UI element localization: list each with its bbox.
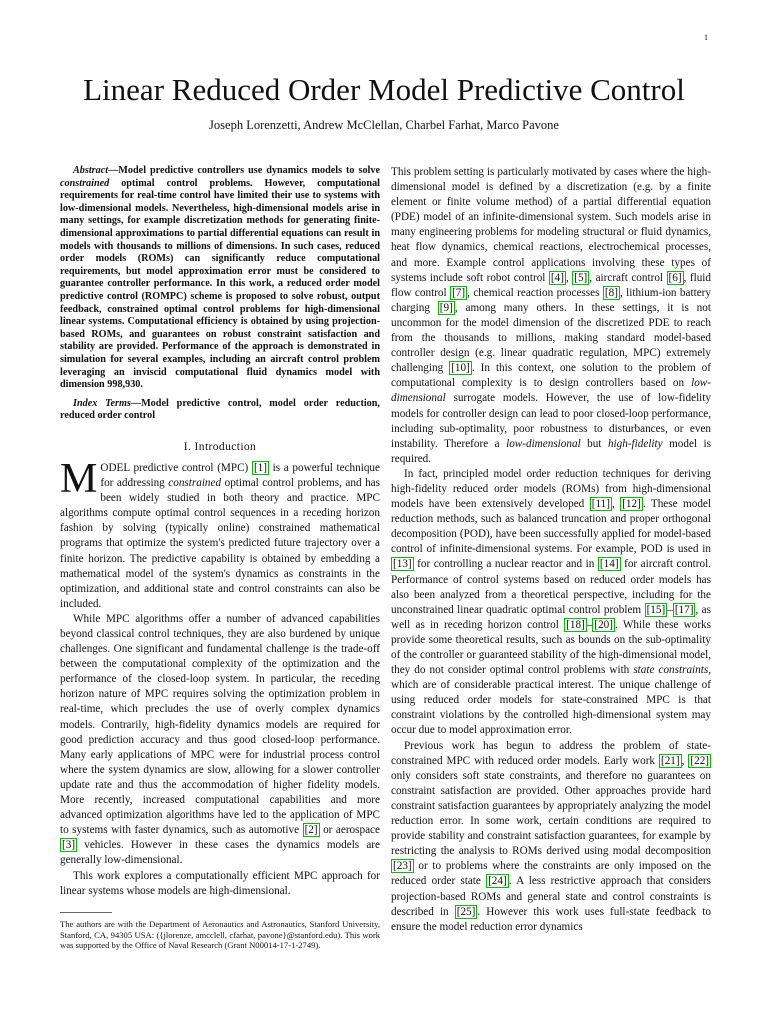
author-list: Joseph Lorenzetti, Andrew McClellan, Charbel Farhat, Marco Pavone [209,118,559,132]
abstract-lead: Abstract [73,165,109,176]
text-run: . In this context, one solution to the problem of computational complexity is to design controllers based on [391,362,711,390]
text-run: In fact, principled model order reduction techniques for deriving high-fidelity reduced order models (ROMs) from high-dimensional models have been extensively developed [391,467,711,511]
emphasis: state constraints [633,664,709,677]
text-run: model is required. [391,437,711,465]
text-run: . A less restrictive approach that considers projection-based ROMs and general state and control constraints is described in [391,875,711,918]
intro-paragraph-1 [60,455,380,612]
citation-link[interactable]: [11] [591,498,610,511]
right-column [391,165,711,935]
intro-paragraph-2 [60,612,380,869]
citation-link[interactable]: [21] [660,754,680,767]
emphasis: constrained [168,477,222,490]
citation-link[interactable]: [10] [451,362,470,375]
text-run: or to problems where the constraints are only imposed on the reduced order state [391,860,711,888]
right-paragraph-3 [391,739,711,935]
text-run: – [667,603,673,616]
citation-link[interactable]: [23] [393,860,412,873]
emphasis: low-dimensional [391,377,711,405]
citation-link[interactable]: [1] [253,461,267,474]
index-terms-lead: Index Terms [73,397,131,409]
text-run: optimal control problems, and has been widely studied in both theory and practice. MPC algorithms compute optimal control sequences in a receding horizon fashion by solving (typically online) constrained mathematical programs that optimize the system's predicted future trajectory over a finite horizon. The predictive capability is obtained by embedding a mathematical model of the system's dynamics as constraints in the optimization, and additional state and control constraints can also be included. [60,477,380,610]
text-run: . However this work uses full-state feedback to ensure the model reduction error dynamics [391,905,711,933]
text-run: , [611,498,621,511]
emphasis: high-fidelity [607,437,663,450]
index-terms-text: —Model predictive control, model order reduction, reduced order control [60,397,380,422]
text-run: , [565,271,573,284]
text-run: , [681,754,689,767]
text-run: , which are of considerable practical interest. The unique challenge of using reduced order models for state-constrained MPC is that constraint violations by the controlled high-dimensional system may occur due to model approximation error. [391,664,711,737]
text-run: . These model reduction methods, such as balanced truncation and proper orthogonal decomposition (POD), have been successfully applied for model-based control of infinite-dimensional systems. For example, POD is used in [391,498,712,556]
citation-link[interactable]: [17] [674,603,694,616]
emphasis: low-dimensional [506,437,581,450]
paper-title: Linear Reduced Order Model Predictive Control [83,72,685,107]
section-heading: I. Introduction [183,440,257,453]
citation-link[interactable]: [22] [690,754,710,767]
left-column [60,165,380,899]
citation-link[interactable]: [25] [456,905,476,918]
text-run: for aircraft control. Performance of control systems based on reduced order models has also been analyzed from a theoretical perspective, including for the unconstrained linear quadratic optimal control problem [391,558,711,616]
citation-link[interactable]: [14] [599,558,619,571]
text-run: is a powerful technique for addressing [100,461,380,490]
text-run: ODEL predictive control (MPC) [100,461,252,474]
citation-link[interactable]: [2] [304,824,318,837]
right-paragraph-2 [391,467,711,739]
text-run: Previous work has begun to address the problem of state-constrained MPC with reduced order models. Early work [391,739,711,767]
footnote: The authors are with the Department of Aeronautics and Astronautics, Stanford University, Stanford, CA, 94305 USA: ({jlorenze, amcclell, cfarhat, pavone}@stanford.edu). This work was supported by the Office of Naval Research (Grant N00014-17-1-2749). [60,919,380,951]
text-run: , fluid flow control [391,271,711,299]
right-paragraph-1 [391,165,711,467]
abstract-text: —Model predictive controllers use dynamics models to solve [108,165,380,176]
intro-paragraph-3: This work explores a computationally efficient MPC approach for linear systems whose models are high-dimensional. [60,869,380,897]
text-run: only considers soft state constraints, and therefore no guarantees on constraint satisfaction are provided. Other approaches provide hard constraint satisfaction guarantees by appropriately analyzing the model reduction error. In some work, certain conditions are required to provide stability and constraint satisfaction guarantees, for example by restricting the analysis to ROMs derived using modal decomposition [391,769,711,858]
citation-link[interactable]: [13] [393,558,412,571]
dropcap: M [60,455,98,502]
text-run: , among many others. In these settings, it is not uncommon for the model dimension of the discretized PDE to reach from the thousands to millions, making standard model-based controller design (e.g. linear quadratic regulation, MPC) extremely challenging [391,301,711,375]
text-run: or aerospace [319,824,380,837]
text-run: , aircraft control [589,271,667,284]
citation-link[interactable]: [9] [439,301,453,314]
text-run: vehicles. However in these cases the dynamics models are generally low-dimensional. [60,839,380,867]
footnote-rule [60,912,112,913]
abstract-text: optimal control problems. However, computational requirements for real-time control have limited their use to systems with low-dimensional models. Nevertheless, high-dimensional models arise in many settings, for example discretization methods for generating finite-dimensional approximations to partial differential equations can result in models with thousands to millions of dimensions. In such cases, reduced order models (ROMs) can significantly reduce computational requirements, but model approximation error must be considered to guarantee controller performance. In this work, a reduced order model predictive control (ROMPC) scheme is proposed to solve robust, output feedback, constrained optimal control problems for high-dimensional linear systems. Computational efficiency is obtained by using projection-based ROMs, and guarantees on robust constraint satisfaction and stability are provided. Performance of the approach is demonstrated in simulation for several examples, including an aircraft control problem leveraging an inviscid computational fluid dynamics model with dimension 998,930. [60,177,380,391]
abstract [60,165,380,392]
text-run: , lithium-ion battery charging [391,286,711,314]
text-run: surrogate models. However, the use of low-fidelity models for controller design can lead to poor closed-loop performance, including sub-optimality, poor robustness to disturbances, or even instability. Therefore a [391,392,711,450]
citation-link[interactable]: [4] [550,271,564,284]
citation-link[interactable]: [3] [62,839,76,852]
text-run: , as well as in receding horizon control [391,603,711,631]
citation-link[interactable]: [5] [574,271,588,284]
citation-link[interactable]: [12] [622,498,641,511]
text-run: This problem setting is particularly motivated by cases where the high-dimensional model is defined by a discretization (e.g. by a finite element or finite volume method) of a partial differential equation (PDE) model of an infinite-dimensional system. Such models arise in many engineering problems for modeling structural or fluid dynamics, heat flow dynamics, chemical reactions, electrochemical processes, and more. Example control applications involving these types of systems include soft robot control [391,166,711,284]
citation-link[interactable]: [15] [646,603,666,616]
text-run: . While these works provide some theoretical results, such as bounds on the sub-optimality of the controller or guaranteed stability of the high-dimensional model, they do not consider optimal control problems with [391,618,711,677]
citation-link[interactable]: [20] [594,618,613,631]
citation-link[interactable]: [6] [668,271,682,284]
citation-link[interactable]: [7] [452,286,466,299]
text-run: , chemical reaction processes [467,286,603,299]
text-run: While MPC algorithms offer a number of advanced capabilities beyond classical control techniques, they are also burdened by unique challenges. One significant and fundamental challenge is the trade-off between the computational complexity of the optimization and the performance of the closed-loop system. In particular, the receding horizon nature of MPC requires solving the optimization problem in real-time, which precludes the use of overly complex dynamics models. Contrarily, high-fidelity dynamics models are required for good prediction accuracy and thus good closed-loop performance. Many early applications of MPC were for industrial process control where the system dynamics are slow, allowing for a slower controller update rate and thus the accommodation of higher fidelity models. More recently, increased computational capabilities and more advanced optimization algorithms have led to the application of MPC to systems with faster dynamics, such as automotive [60,612,380,837]
text-run: for controlling a nuclear reactor and in [413,558,598,571]
abstract-emphasis: constrained [60,177,110,189]
citation-link[interactable]: [24] [488,875,507,888]
text-run: but [580,437,608,450]
text-run: – [586,618,593,631]
page-number: 1 [704,33,708,42]
citation-link[interactable]: [18] [566,618,585,631]
citation-link[interactable]: [8] [604,286,618,299]
index-terms [60,398,380,423]
